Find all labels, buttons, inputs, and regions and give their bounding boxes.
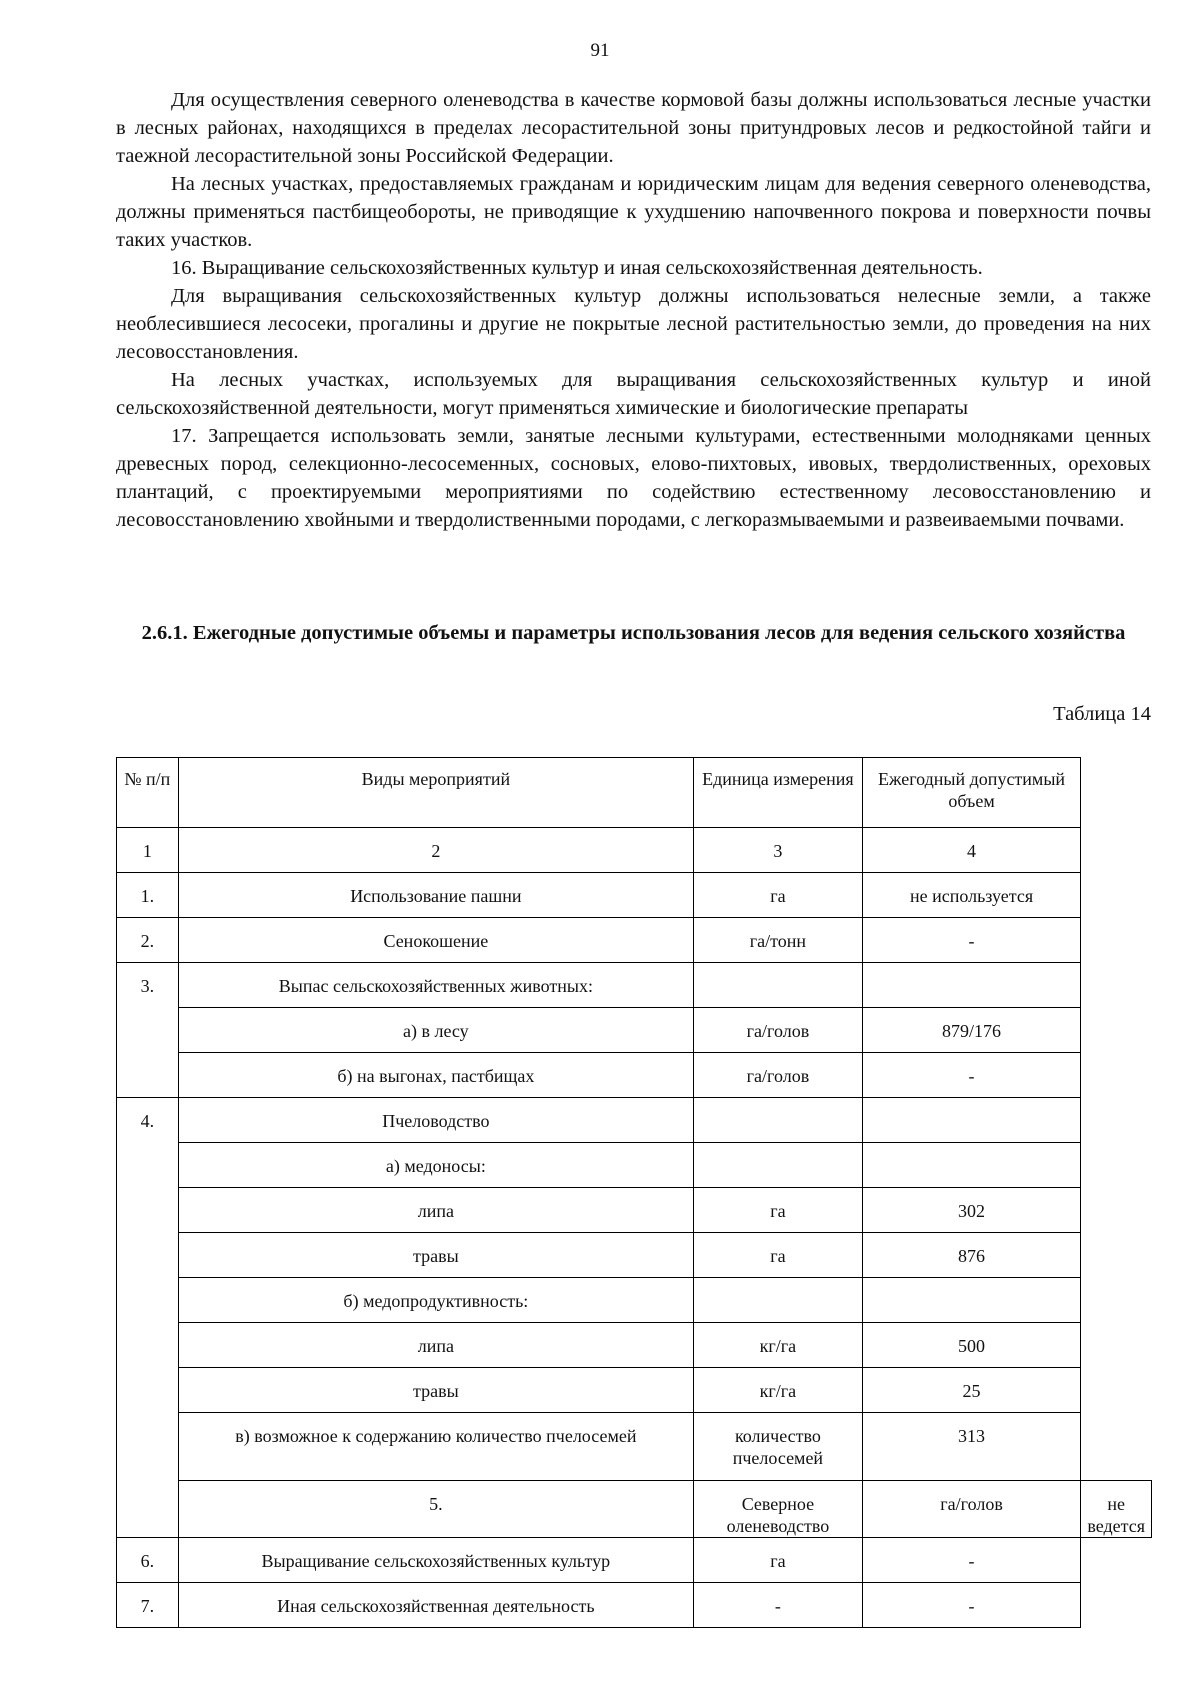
paragraph: Для выращивания сельскохозяйственных культур должны использоваться нелесные земли, а также необлесившиеся лесосеки, прогалины и другие не покрытые лесной растительностью земли, до проведения на них лесовосстановления.: [116, 285, 1151, 363]
table-row: [117, 1188, 1152, 1233]
page-number: 91: [590, 40, 610, 61]
table-caption: Таблица 14: [1053, 703, 1151, 725]
paragraph: На лесных участках, предоставляемых гражданам и юридическим лицам для ведения северного оленеводства, должны применяться пастбищеобороты, не приводящие к ухудшению напочвенного покрова и поверхности почвы таких участков.: [116, 173, 1151, 251]
table-cell: липа: [178, 1188, 693, 1233]
table-cell: не используется: [862, 873, 1081, 918]
table-row: [117, 1583, 1152, 1628]
table-cell: 313: [862, 1413, 1081, 1481]
table-row: [117, 918, 1152, 963]
table-cell: [862, 1098, 1081, 1143]
table-cell: 4.: [117, 1098, 179, 1538]
table-cell: -: [862, 918, 1081, 963]
table-row: [117, 1008, 1152, 1053]
table-cell: в) возможное к содержанию количество пчелосемей: [178, 1413, 693, 1481]
table-cell: 25: [862, 1368, 1081, 1413]
table-cell: га: [694, 1538, 863, 1583]
table-cell: б) медопродуктивность:: [178, 1278, 693, 1323]
header-cell: Ежегодный допустимый объем: [862, 758, 1081, 828]
table-row: [117, 1413, 1152, 1481]
table-cell: 6.: [117, 1538, 179, 1583]
column-number-row: [117, 828, 1152, 873]
table-cell: кг/га: [694, 1368, 863, 1413]
table-row: [117, 1053, 1152, 1098]
table-cell: Северное оленеводство: [694, 1481, 863, 1538]
table-cell: га: [694, 873, 863, 918]
table-cell: не ведется: [1081, 1481, 1152, 1538]
table-row: [117, 873, 1152, 918]
table-cell: [694, 1278, 863, 1323]
table-cell: травы: [178, 1368, 693, 1413]
table-cell: -: [862, 1583, 1081, 1628]
table-cell: га/тонн: [694, 918, 863, 963]
table-cell: 302: [862, 1188, 1081, 1233]
table-cell: Выпас сельскохозяйственных животных:: [178, 963, 693, 1008]
table-row: [117, 1481, 1152, 1538]
table-row: [117, 1368, 1152, 1413]
table-cell: [694, 1098, 863, 1143]
table-cell: га: [694, 1233, 863, 1278]
table-cell: б) на выгонах, пастбищах: [178, 1053, 693, 1098]
table-cell: [694, 1143, 863, 1188]
table-row: [117, 963, 1152, 1008]
table-cell: -: [862, 1053, 1081, 1098]
table-cell: га/голов: [862, 1481, 1081, 1538]
table-cell: кг/га: [694, 1323, 863, 1368]
table-row: [117, 1538, 1152, 1583]
table-cell: [694, 963, 863, 1008]
table-cell: 7.: [117, 1583, 179, 1628]
section-title: 2.6.1. Ежегодные допустимые объемы и параметры использования лесов для ведения сельского хозяйства: [141, 622, 1126, 644]
table-cell: 1.: [117, 873, 179, 918]
paragraph: Для осуществления северного оленеводства в качестве кормовой базы должны использоваться лесные участки в лесных районах, находящихся в пределах лесорастительной зоны притундровых лесов и редкостойной тайги и таежной лесорастительной зоны Российской Федерации.: [116, 89, 1151, 167]
table-row: [117, 1233, 1152, 1278]
paragraph: 16. Выращивание сельскохозяйственных культур и иная сельскохозяйственная деятельность.: [171, 257, 983, 279]
table-cell: количество пчелосемей: [694, 1413, 863, 1481]
table-cell: Иная сельскохозяйственная деятельность: [178, 1583, 693, 1628]
header-cell: Единица измерения: [694, 758, 863, 828]
table-cell: -: [862, 1538, 1081, 1583]
body-text: [116, 86, 1151, 534]
table-cell: а) медоносы:: [178, 1143, 693, 1188]
table-cell: а) в лесу: [178, 1008, 693, 1053]
column-number-cell: 3: [694, 828, 863, 873]
table-row: [117, 1323, 1152, 1368]
table-cell: липа: [178, 1323, 693, 1368]
paragraph: На лесных участках, используемых для выращивания сельскохозяйственных культур и иной сельскохозяйственной деятельности, могут применяться химические и биологические препараты: [116, 369, 1151, 419]
table-cell: Сенокошение: [178, 918, 693, 963]
header-cell: № п/п: [117, 758, 179, 828]
column-number-cell: 1: [117, 828, 179, 873]
header-cell: Виды мероприятий: [178, 758, 693, 828]
usage-table: [116, 757, 1152, 1628]
paragraph: 17. Запрещается использовать земли, занятые лесными культурами, естественными молодняками ценных древесных пород, селекционно-лесосеменных, сосновых, елово-пихтовых, ивовых, твердолиственных, ореховых плантаций, с проектируемыми мероприятиями по содействию естественному лесовосстановлению и лесовосстановлению хвойными и твердолиственными породами, с легкоразмываемыми и развеиваемыми почвами.: [116, 425, 1151, 531]
table-cell: га: [694, 1188, 863, 1233]
table-cell: Пчеловодство: [178, 1098, 693, 1143]
table-cell: 2.: [117, 918, 179, 963]
table-cell: Выращивание сельскохозяйственных культур: [178, 1538, 693, 1583]
table-cell: 5.: [178, 1481, 693, 1538]
table-header-row: [117, 758, 1152, 828]
table-cell: -: [694, 1583, 863, 1628]
table-cell: га/голов: [694, 1053, 863, 1098]
table-cell: 876: [862, 1233, 1081, 1278]
column-number-cell: 4: [862, 828, 1081, 873]
table-cell: 500: [862, 1323, 1081, 1368]
table-cell: [862, 963, 1081, 1008]
table-cell: 3.: [117, 963, 179, 1098]
table-cell: травы: [178, 1233, 693, 1278]
table-row: [117, 1098, 1152, 1143]
column-number-cell: 2: [178, 828, 693, 873]
table-cell: [862, 1143, 1081, 1188]
table-cell: 879/176: [862, 1008, 1081, 1053]
table-cell: га/голов: [694, 1008, 863, 1053]
table-row: [117, 1143, 1152, 1188]
table-cell: [862, 1278, 1081, 1323]
table-row: [117, 1278, 1152, 1323]
table-cell: Использование пашни: [178, 873, 693, 918]
